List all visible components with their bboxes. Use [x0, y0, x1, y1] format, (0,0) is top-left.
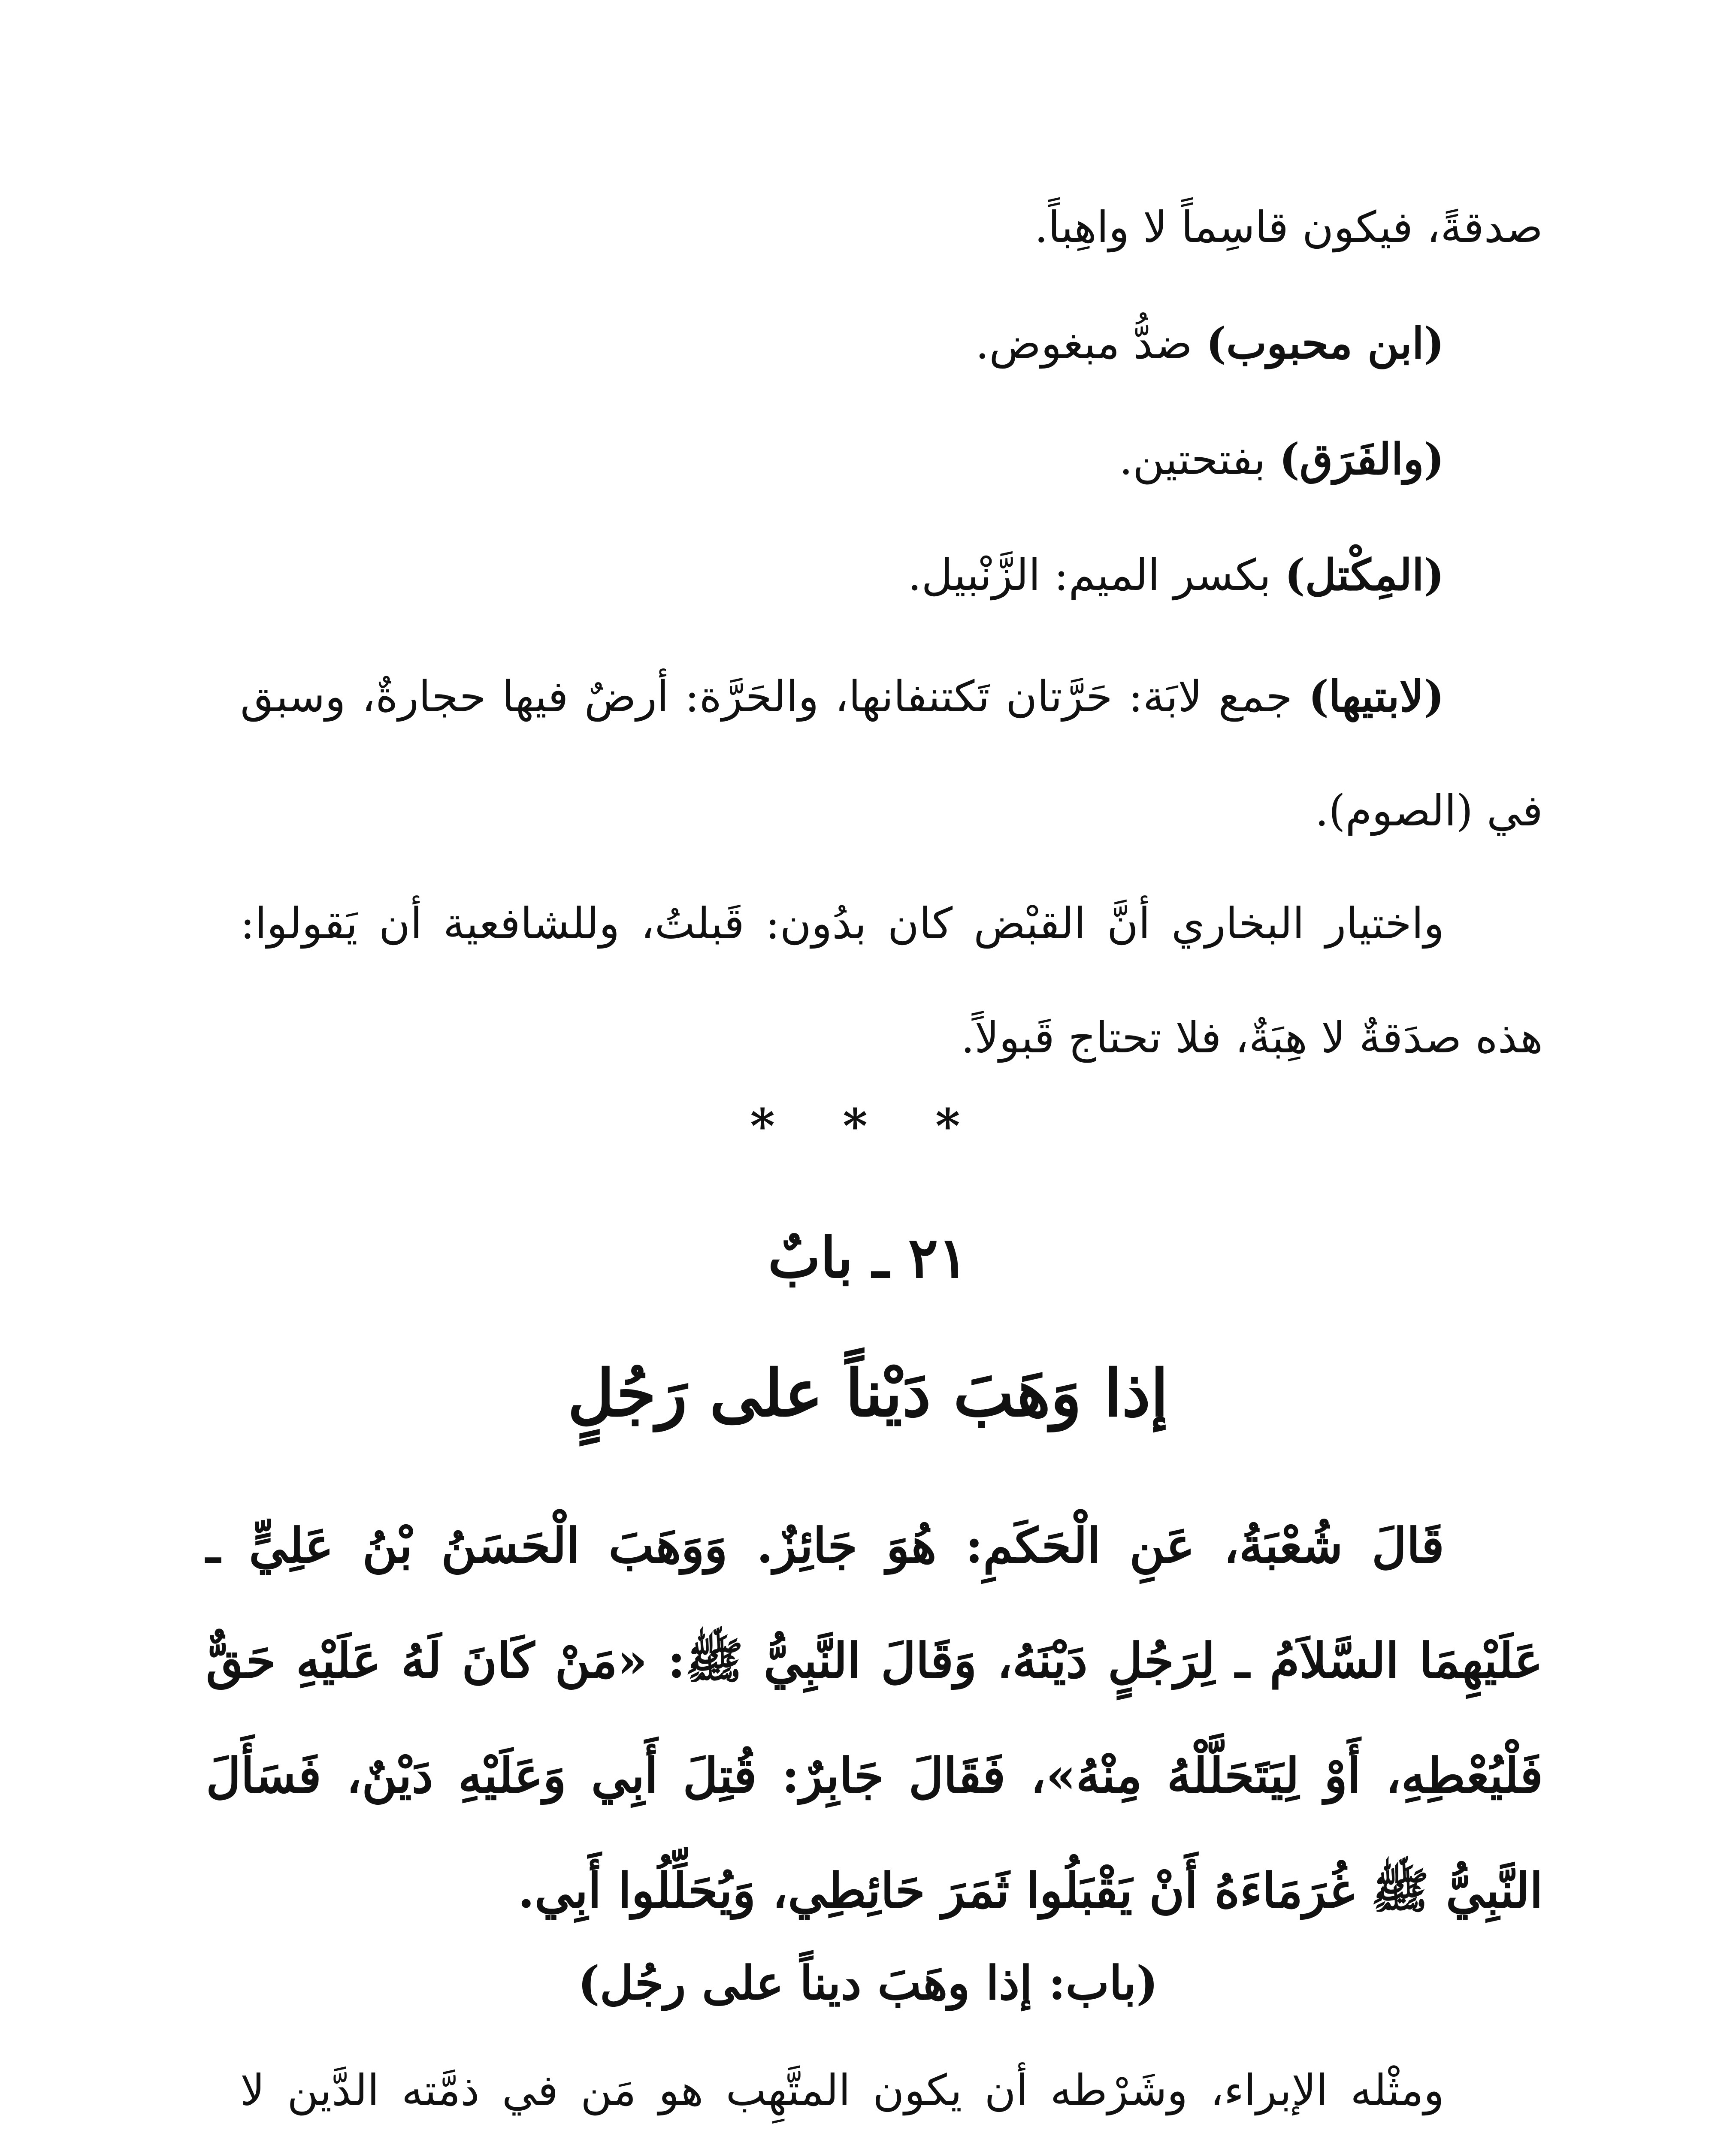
text-line-3 [1119, 429, 1444, 489]
chapter-number: ٢١ ـ بابٌ [768, 1225, 968, 1290]
term-labatayha: (لابتيها) [1308, 671, 1444, 722]
text-line-4 [908, 545, 1444, 605]
text-line-3-rest: بفتحتين. [1119, 434, 1279, 484]
commentary-text-content: ومثْله الإبراء، وشَرْطه أن يكون المتَّهِب هو مَن في ذمَّته الدَّين لا [240, 2065, 1444, 2115]
paragraph-labatayha [240, 639, 1543, 868]
term-al-miktal: (المِكْتل) [1285, 550, 1444, 600]
paragraph-bukhari [240, 867, 1543, 1095]
text-line-1 [1034, 197, 1543, 257]
text-line-4-rest: بكسر الميم: الزَّنْبيل. [907, 550, 1285, 600]
commentary-heading: (باب: إذا وهَبَ ديناً على رجُل) [578, 1956, 1158, 2010]
paragraph-bukhari-text: واختيار البخاري أنَّ القبْض كان بدُون: قَبلتُ، وللشافعية أن يَقولوا: هذه صدَقةٌ لا هِبَةٌ، فلا تحتاج قَبولاً. [240, 898, 1543, 1063]
term-ibn-mahbub: (ابن محبوب) [1206, 318, 1444, 369]
commentary-text [240, 2033, 1543, 2145]
text-line-2 [975, 313, 1444, 374]
text-line-1-content: صدقةً، فيكون قاسِماً لا واهِباً. [1034, 202, 1543, 252]
hadith-text: قَالَ شُعْبَةُ، عَنِ الْحَكَمِ: هُوَ جَائِزٌ. وَوَهَبَ الْحَسَنُ بْنُ عَلِيٍّ ـ عَلَيْهِمَا السَّلاَمُ ـ لِرَجُلٍ دَيْنَهُ، وَقَالَ النَّبِيُّ ﷺ: «مَنْ كَانَ لَهُ عَلَيْهِ حَقٌّ فَلْيُعْطِهِ، أَوْ لِيَتَحَلَّلْهُ مِنْهُ»، فَقَالَ جَابِرٌ: قُتِلَ أَبِي وَعَلَيْهِ دَيْنٌ، فَسَأَلَ النَّبِيُّ ﷺ غُرَمَاءَهُ أَنْ يَقْبَلُوا ثَمَرَ حَائِطِي، وَيُحَلِّلُوا أَبِي. [206, 1518, 1543, 1919]
chapter-title: إذا وَهَبَ دَيْناً على رَجُلٍ [567, 1356, 1169, 1431]
term-al-faraq: (والفَرَق) [1279, 434, 1444, 484]
section-separator: * * * [750, 1098, 986, 1154]
paragraph-labatayha-rest: جمع لابَة: حَرَّتان تَكتنفانها، والحَرَّة: أرضٌ فيها حجارةٌ، وسبق في (الصوم). [240, 671, 1543, 836]
text-line-2-rest: ضدُّ مبغوض. [975, 318, 1206, 369]
